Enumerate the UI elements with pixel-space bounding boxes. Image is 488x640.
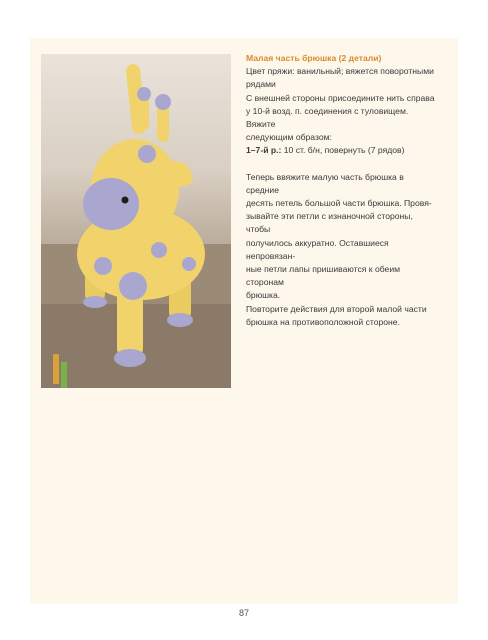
- body-line: ные петли лапы пришиваются к обеим сторонам: [246, 264, 401, 288]
- rows-label: 1–7-й р.:: [246, 145, 282, 156]
- rows-instruction: [246, 144, 438, 157]
- instruction-line: С внешней стороны присоедините нить справа: [246, 92, 435, 103]
- instruction-line: следующим образом:: [246, 132, 332, 143]
- body-line: десять петель большой части брюшка. Провя-: [246, 198, 432, 209]
- body-line: Повторите действия для второй малой части: [246, 303, 427, 314]
- rows-text: 10 ст. б/н, повернуть (7 рядов): [281, 145, 405, 156]
- page-number: 87: [238, 608, 249, 618]
- body-line: Теперь ввяжите малую часть брюшка в средние: [246, 171, 404, 195]
- body-line: получилось аккуратно. Оставшиеся непровязан-: [246, 237, 389, 261]
- section-heading: Малая часть брюшка (2 детали): [246, 53, 382, 63]
- body-line: зывайте эти петли с изнаночной стороны, чтобы: [246, 211, 413, 235]
- giraffe-photo: [41, 54, 231, 388]
- yarn-color-line: рядами: [246, 79, 276, 90]
- body-line: брюшка на противоположной стороне.: [246, 316, 400, 327]
- body-line: брюшка.: [246, 290, 281, 301]
- text-column: [246, 52, 438, 329]
- yarn-color-line: Цвет пряжи: ванильный; вяжется поворотными: [246, 66, 434, 77]
- giraffe-muzzle: [83, 178, 139, 230]
- instruction-line: у 10-й возд. п. соединения с туловищем. Вяжите: [246, 105, 409, 130]
